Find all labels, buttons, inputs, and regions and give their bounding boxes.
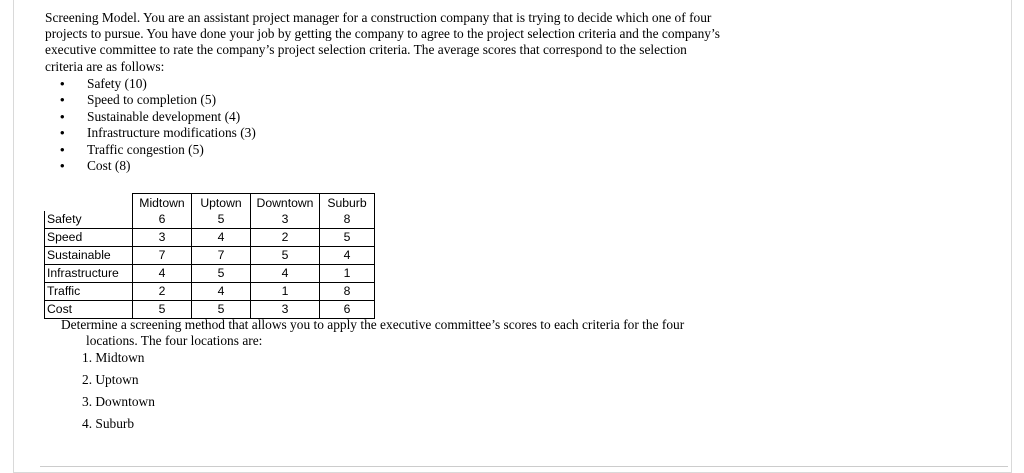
bullet-icon: • [60,125,65,141]
table-row [45,301,375,319]
criteria-item [45,92,256,108]
bullet-icon: • [60,92,65,108]
scores-table [44,193,375,319]
question-line: Determine a screening method that allows you to apply the executive committee’s scores to each criteria for the four [61,317,685,332]
table-cell: 3 [251,211,320,229]
location-item: 3. Downtown [82,394,155,409]
table-cell: 4 [192,283,251,301]
table-cell: 4 [133,265,192,283]
question-line: locations. The four locations are: [86,333,263,349]
table-cell: 4 [320,247,375,265]
column-header-downtown: Downtown [251,194,320,212]
criteria-label: Sustainable development (4) [87,108,241,124]
intro-line: criteria are as follows: [45,58,165,74]
criteria-label: Speed to completion (5) [87,92,217,108]
table-cell: 5 [133,301,192,319]
locations-list [82,350,155,438]
criteria-item [45,158,256,174]
location-item: 2. Uptown [82,372,139,387]
table-row [45,265,375,283]
criteria-label: Cost (8) [87,158,131,174]
bullet-icon: • [60,76,65,91]
criteria-list [45,76,256,174]
criteria-item [45,109,256,125]
bullet-icon: • [60,141,65,157]
table-cell: 6 [133,211,192,229]
column-header-midtown: Midtown [133,194,192,212]
criteria-label: Traffic congestion (5) [87,141,204,157]
table-cell: 5 [192,211,251,229]
criteria-item [45,125,256,141]
table-cell: 8 [320,283,375,301]
column-header-uptown: Uptown [192,194,251,212]
table-cell: 3 [133,229,192,247]
table-cell: 8 [320,211,375,229]
location-item: 1. Midtown [82,350,145,365]
table-cell: 5 [192,301,251,319]
bullet-icon: • [60,158,65,174]
criteria-item [45,142,256,158]
bullet-icon: • [60,108,65,124]
table-row [45,211,375,229]
table-header-row [45,194,375,212]
bottom-divider [40,466,1008,467]
column-header-suburb: Suburb [320,194,375,212]
question-paragraph [61,317,761,350]
table-cell: 3 [251,301,320,319]
intro-line: Screening Model. You are an assistant project manager for a construction company that is trying to decide which one of four [45,10,712,25]
table-row [45,283,375,301]
table-cell: 7 [133,247,192,265]
row-label: Infrastructure [45,265,133,283]
table-cell: 7 [192,247,251,265]
criteria-label: Infrastructure modifications (3) [87,125,256,141]
table-cell: 4 [251,265,320,283]
table-row [45,229,375,247]
intro-paragraph [45,10,785,75]
table-cell: 1 [320,265,375,283]
table-cell: 2 [133,283,192,301]
table-cell: 2 [251,229,320,247]
row-label: Safety [45,211,133,229]
table-cell: 6 [320,301,375,319]
row-label: Sustainable [45,247,133,265]
table-cell: 1 [251,283,320,301]
intro-line: executive committee to rate the company’s project selection criteria. The average scores that correspond to the selection [45,42,687,58]
table-cell: 4 [192,229,251,247]
criteria-label: Safety (10) [87,76,147,91]
intro-line: projects to pursue. You have done your job by getting the company to agree to the project selection criteria and the company’s [45,26,720,42]
table-cell: 5 [320,229,375,247]
table-cell: 5 [192,265,251,283]
row-label: Speed [45,229,133,247]
table-row [45,247,375,265]
row-label: Cost [45,301,133,319]
criteria-item [45,76,256,92]
table-cell: 5 [251,247,320,265]
table-corner-cell [45,194,133,212]
location-item: 4. Suburb [82,416,135,431]
row-label: Traffic [45,283,133,301]
